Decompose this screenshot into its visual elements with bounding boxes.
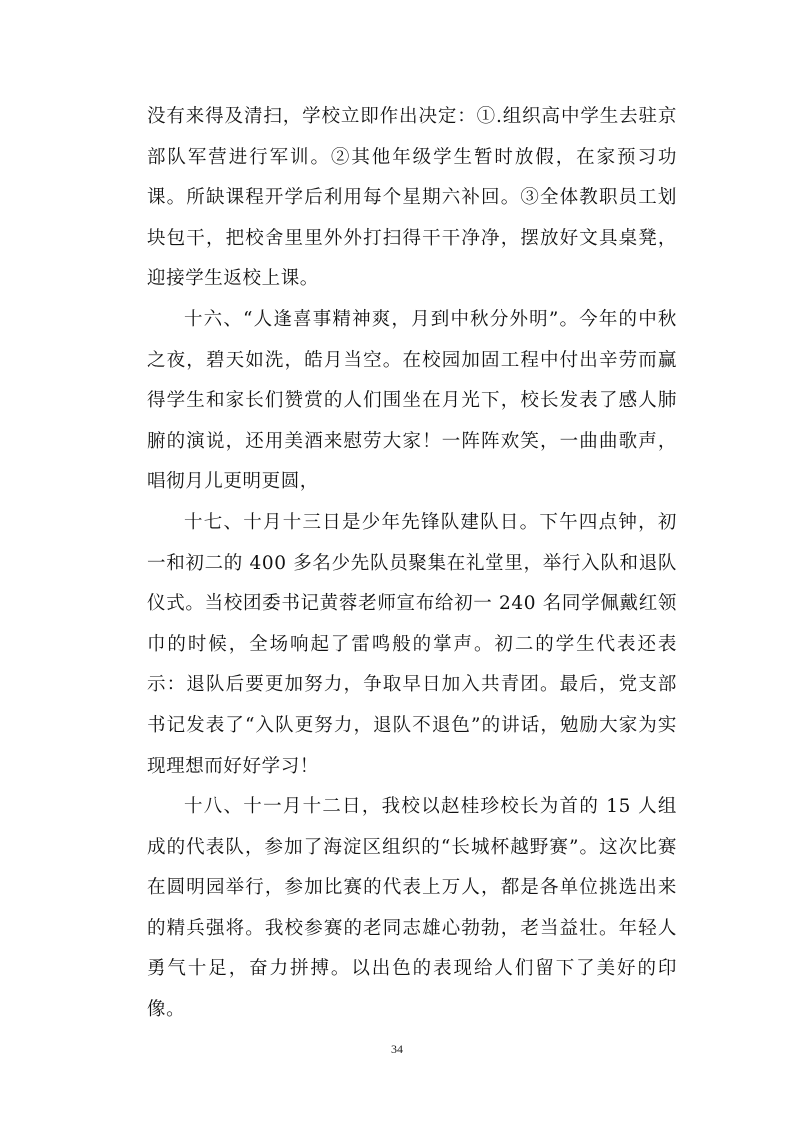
document-body: [147, 97, 677, 1031]
paragraph-item-16: 十六、“人逢喜事精神爽，月到中秋分外明”。今年的中秋之夜，碧天如洗，皓月当空。在校园加固工程中付出辛劳而赢得学生和家长们赞赏的人们围坐在月光下，校长发表了感人肺腑的演说，还用美酒来慰劳大家！一阵阵欢笑，一曲曲歌声，唱彻月儿更明更圆，: [147, 308, 677, 493]
page-number: 34: [391, 1042, 403, 1056]
paragraph-item-18: 十八、十一月十二日，我校以赵桂珍校长为首的 15 人组成的代表队，参加了海淀区组织的“长城杯越野赛”。这次比赛在圆明园举行，参加比赛的代表上万人，都是各单位挑选出来的精兵强将。我校参赛的老同志雄心勃勃，老当益壮。年轻人勇气十足，奋力拼搏。以出色的表现给人们留下了美好的印像。: [147, 796, 677, 1021]
paragraph-continued: 没有来得及清扫，学校立即作出决定：①.组织高中学生去驻京部队军营进行军训。②其他年级学生暂时放假，在家预习功课。所缺课程开学后利用每个星期六补回。③全体教职员工划块包干，把校舍里里外外打扫得干干净净，摆放好文具桌凳，迎接学生返校上课。: [147, 106, 677, 290]
paragraph-item-17: 十七、十月十三日是少年先锋队建队日。下午四点钟，初一和初二的 400 多名少先队员聚集在礼堂里，举行入队和退队仪式。当校团委书记黄蓉老师宣布给初一 240 名同学佩戴红领巾的时候，全场响起了雷鸣般的掌声。初二的学生代表还表示：退队后要更加努力，争取早日加入共青团。最后，党支部书记发表了“入队更努力，退队不退色”的讲话，勉励大家为实现理想而好好学习！: [147, 511, 677, 777]
